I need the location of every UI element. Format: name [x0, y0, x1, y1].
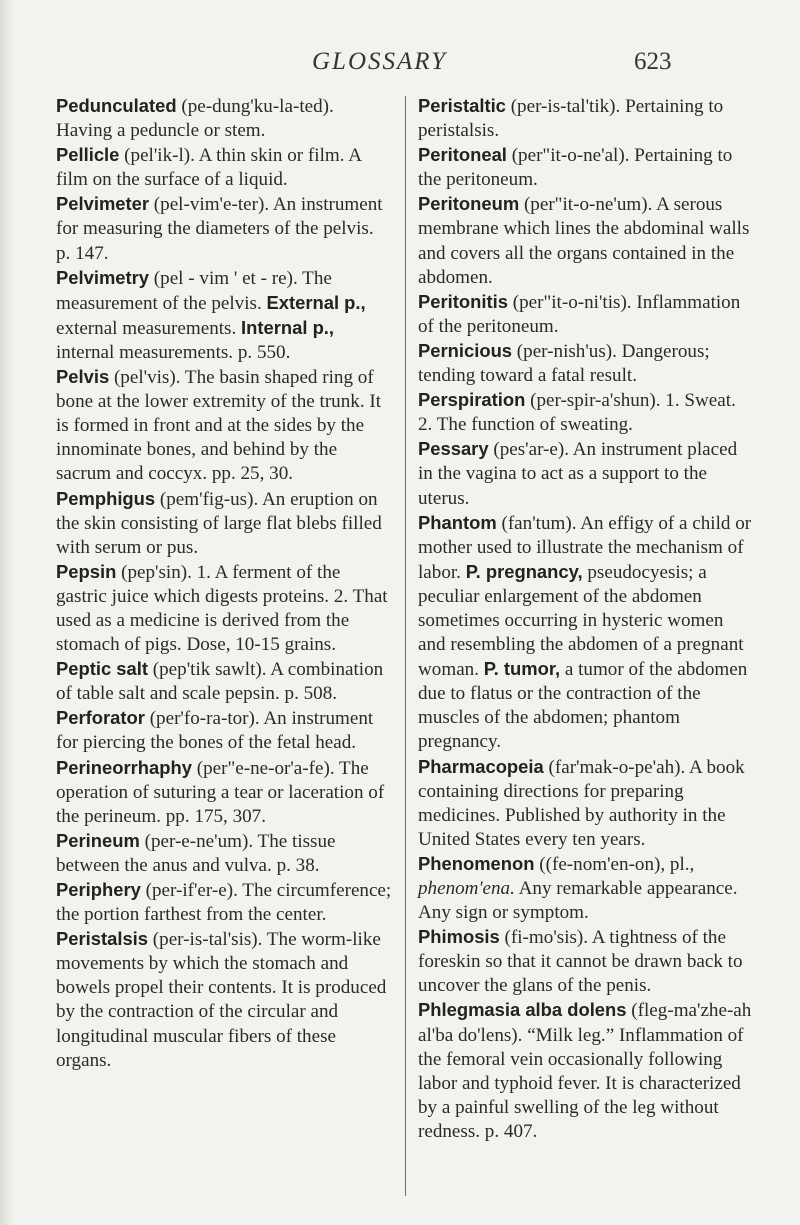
glossary-term: Phimosis — [418, 926, 500, 948]
glossary-entry — [56, 657, 392, 706]
glossary-term: Pessary — [418, 438, 489, 460]
glossary-definition: (per"it-o-ne'um). A serous membrane which lines the abdominal walls and covers all the organs contained in the abdomen. — [418, 194, 750, 288]
glossary-column-left — [56, 94, 392, 1073]
glossary-term: Peritoneum — [418, 193, 520, 215]
glossary-term: Peristalsis — [56, 928, 149, 950]
glossary-definition: (pel-vim'e-ter). An instrument for measuring the diameters of the pelvis. p. 147. — [56, 194, 383, 264]
glossary-entry — [56, 706, 392, 755]
glossary-term: Phantom — [418, 511, 497, 533]
glossary-definition: (far'mak-o-pe'ah). A book containing directions for preparing medicines. Published by authority in the United States every ten years. — [418, 756, 745, 850]
glossary-definition: (per"e-ne-or'a-fe). The operation of suturing a tear or laceration of the perineum. pp. 175, 307. — [56, 757, 385, 827]
glossary-definition: (per"it-o-ni'tis). Inflammation of the peritoneum. — [418, 291, 741, 337]
glossary-definition: Any remarkable appearance. Any sign or symptom. — [418, 878, 738, 924]
glossary-term: P. tumor, — [483, 658, 561, 680]
glossary-entry — [56, 829, 392, 878]
glossary-definition: (fan'tum). An effigy of a child or mother used to illustrate the mechanism of labor. — [418, 512, 752, 583]
glossary-entry — [56, 143, 392, 192]
glossary-definition: external measurements. — [56, 317, 242, 339]
glossary-column-right — [418, 94, 754, 1144]
glossary-definition: (pep'tik sawlt). A combination of table salt and scale pepsin. p. 508. — [56, 659, 384, 705]
glossary-entry — [418, 339, 754, 388]
glossary-definition: (fleg-ma'zhe-ah al'ba do'lens). “Milk leg.” Inflammation of the femoral vein occasionally following labor and typhoid fever. It is characterized by a painful swelling of the leg without redness. p. 407. — [418, 1000, 752, 1142]
glossary-definition: (pel - vim ' et - re). The measurement of the pelvis. — [56, 267, 332, 314]
glossary-term: Pelvis — [56, 366, 110, 388]
glossary-term: Pepsin — [56, 560, 117, 582]
glossary-entry — [418, 437, 754, 510]
glossary-entry — [418, 852, 754, 925]
glossary-term: Pelvimetry — [56, 266, 150, 288]
glossary-term: External p., — [266, 291, 366, 313]
glossary-entry — [418, 925, 754, 998]
glossary-term: Peptic salt — [56, 658, 148, 680]
glossary-entry — [418, 94, 754, 143]
glossary-entry — [418, 755, 754, 852]
glossary-entry — [56, 927, 392, 1073]
glossary-term: Peritonitis — [418, 290, 508, 312]
glossary-term: Pedunculated — [56, 95, 177, 116]
glossary-definition: (pep'sin). 1. A ferment of the gastric juice which digests proteins. 2. That used as a medicine is derived from the stomach of pigs. Dose, 10-15 grains. — [56, 561, 388, 656]
glossary-term: Pellicle — [56, 144, 120, 166]
glossary-term: Pemphigus — [56, 487, 156, 509]
glossary-definition: internal measurements. p. 550. — [56, 341, 291, 363]
glossary-term: Periphery — [56, 879, 141, 900]
glossary-term: Perineorrhaphy — [56, 756, 192, 778]
glossary-definition: (per-spir-a'shun). 1. Sweat. 2. The function of sweating. — [418, 390, 736, 436]
glossary-entry — [56, 560, 392, 657]
glossary-definition: a tumor of the abdomen due to flatus or the contraction of the muscles of the abdomen; phantom pregnancy. — [418, 659, 748, 753]
glossary-entry — [418, 290, 754, 339]
glossary-term: Pernicious — [418, 339, 513, 361]
glossary-definition: (per-is-tal'sis). The worm-like movements by which the stomach and bowels propel their contents. It is produced by the contraction of the circular and longitudinal muscular fibers of these organs. — [56, 929, 387, 1071]
glossary-definition: (per"it-o-ne'al). Pertaining to the peritoneum. — [418, 145, 733, 191]
glossary-term: Perforator — [56, 707, 145, 729]
page-number: 623 — [634, 48, 672, 75]
glossary-entry — [418, 388, 754, 437]
glossary-entry — [418, 143, 754, 192]
glossary-entry — [56, 756, 392, 829]
glossary-definition: (fi-mo'sis). A tightness of the foreskin so that it cannot be drawn back to uncover the glans of the penis. — [418, 927, 743, 997]
glossary-term: Pharmacopeia — [418, 755, 544, 777]
glossary-entry — [418, 511, 754, 755]
glossary-definition: (per-is-tal'tik). Pertaining to peristalsis. — [418, 96, 724, 142]
running-title: GLOSSARY — [312, 48, 448, 75]
glossary-definition: (per-e-ne'um). The tissue between the anus and vulva. p. 38. — [56, 830, 336, 876]
glossary-definition: (pem'fig-us). An eruption on the skin consisting of large flat blebs filled with serum or pus. — [56, 488, 382, 558]
glossary-definition: phenom'ena. — [418, 878, 515, 899]
glossary-definition: pseudocyesis; a peculiar enlargement of the abdomen sometimes occurring in hysteric women and resembling the abdomen of a pregnant woman. — [418, 561, 744, 681]
glossary-entry — [56, 94, 392, 143]
glossary-entry — [418, 192, 754, 289]
glossary-term: P. pregnancy, — [465, 560, 583, 582]
glossary-entry — [56, 878, 392, 927]
column-divider — [405, 96, 406, 1196]
glossary-definition: (per'fo-ra-tor). An instrument for piercing the bones of the fetal head. — [56, 708, 374, 754]
glossary-definition: (pel'ik-l). A thin skin or film. A film on the surface of a liquid. — [56, 145, 361, 191]
glossary-term: Phenomenon — [418, 852, 535, 874]
glossary-term: Peritoneal — [418, 144, 507, 166]
glossary-entry — [418, 998, 754, 1144]
glossary-term: Perspiration — [418, 389, 526, 411]
glossary-definition: (pel'vis). The basin shaped ring of bone at the lower extremity of the trunk. It is formed in front and at the sides by the innominate bones, and behind by the sacrum and coccyx. pp. 25, 30. — [56, 367, 382, 485]
glossary-definition: (pes'ar-e). An instrument placed in the vagina to act as a support to the uterus. — [418, 439, 738, 509]
glossary-definition: (per-nish'us). Dangerous; tending toward a fatal result. — [418, 340, 710, 387]
glossary-term: Phlegmasia alba dolens — [418, 999, 627, 1021]
glossary-term: Perineum — [56, 829, 140, 851]
glossary-entry — [56, 487, 392, 560]
glossary-term: Pelvimeter — [56, 193, 150, 215]
glossary-entry — [56, 192, 392, 265]
glossary-definition: (per-if'er-e). The circumference; the portion farthest from the center. — [56, 880, 392, 926]
page-edge-shadow — [0, 0, 14, 1225]
glossary-term: Peristaltic — [418, 95, 506, 116]
glossary-definition: ((fe-nom'en-on), pl., — [534, 853, 695, 875]
glossary-entry — [56, 365, 392, 486]
running-header — [0, 44, 800, 84]
glossary-term: Internal p., — [241, 316, 335, 338]
glossary-definition: (pe-dung'ku-la-ted). Having a peduncle or stem. — [56, 96, 334, 142]
glossary-entry — [56, 266, 392, 365]
